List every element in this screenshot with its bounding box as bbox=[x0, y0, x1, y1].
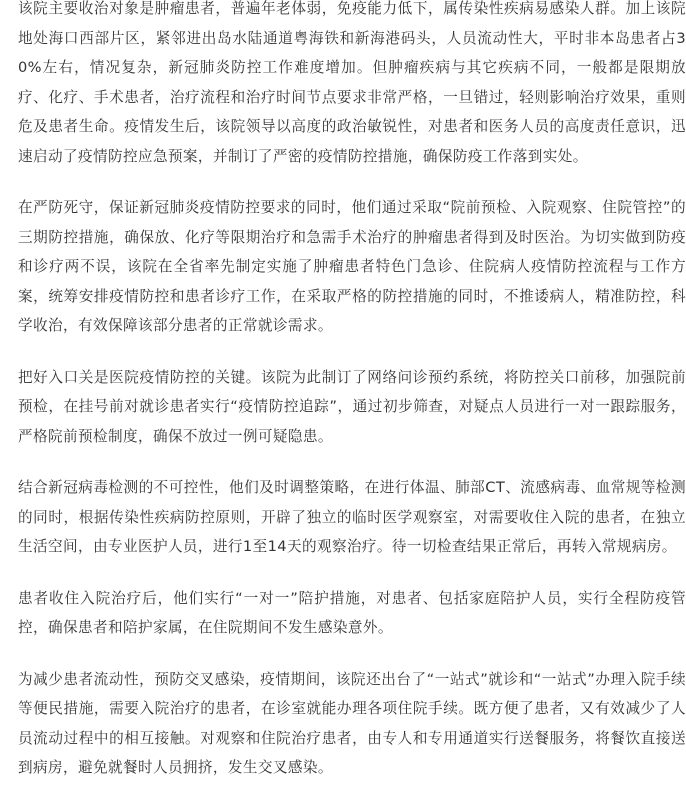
paragraph-3: 把好入口关是医院疫情防控的关键。该院为此制订了网络问诊预约系统，将防控关口前移，加强院前预检，在挂号前对就诊患者实行“疫情防控追踪”，通过初步筛查，对疑点人员进行一对一跟踪服务，严格院前预检制度，确保不放过一例可疑隐患。 bbox=[18, 368, 686, 445]
paragraph-2: 在严防死守，保证新冠肺炎疫情防控要求的同时，他们通过采取“院前预检、入院观察、住院管控”的三期防控措施，确保放、化疗等限期治疗和急需手术治疗的肿瘤患者得到及时医治。为切实做到防疫和诊疗两不误，该院在全省率先制定实施了肿瘤患者特色门急诊、住院病人疫情防控流程与工作方案，统筹安排疫情防控和患者诊疗工作，在采取严格的防控措施的同时，不推诿病人，精准防控，科学收治，有效保障该部分患者的正常就诊需求。 bbox=[18, 199, 686, 334]
paragraph-6: 为减少患者流动性，预防交叉感染，疫情期间，该院还出台了“一站式”就诊和“一站式”办理入院手续等便民措施，需要入院治疗的患者，在诊室就能办理各项住院手续。既方便了患者，又有效减少了人员流动过程中的相互接触。对观察和住院治疗患者，由专人和专用通道实行送餐服务，将餐饮直接送到病房，避免就餐时人员拥挤，发生交叉感染。 bbox=[18, 670, 686, 776]
paragraph-4: 结合新冠病毒检测的不可控性，他们及时调整策略，在进行体温、肺部CT、流感病毒、血常规等检测的同时，根据传染性疾病防控原则，开辟了独立的临时医学观察室，对需要收住入院的患者，在独立生活空间，由专业医护人员，进行1至14天的观察治疗。待一切检查结果正常后，再转入常规病房。 bbox=[18, 479, 686, 555]
paragraph-1: 该院主要收治对象是肿瘤患者，普遍年老体弱，免疫能力低下，属传染性疾病易感染人群。加上该院地处海口西部片区，紧邻进出岛水陆通道粤海铁和新海港码头，人员流动性大，平时非本岛患者占30%左右，情况复杂，新冠肺炎防控工作难度增加。但肿瘤疾病与其它疾病不同，一般都是限期放疗、化疗、手术患者，治疗流程和治疗时间节点要求非常严格，一旦错过，轻则影响治疗效果，重则危及患者生命。疫情发生后，该院领导以高度的政治敏锐性，对患者和医务人员的高度责任意识，迅速启动了疫情防控应急预案，并制订了严密的疫情防控措施，确保防疫工作落到实处。 bbox=[18, 0, 686, 165]
paragraph-5: 患者收住入院治疗后，他们实行“一对一”陪护措施，对患者、包括家庭陪护人员，实行全程防疫管控，确保患者和陪护家属，在住院期间不发生感染意外。 bbox=[18, 589, 686, 636]
